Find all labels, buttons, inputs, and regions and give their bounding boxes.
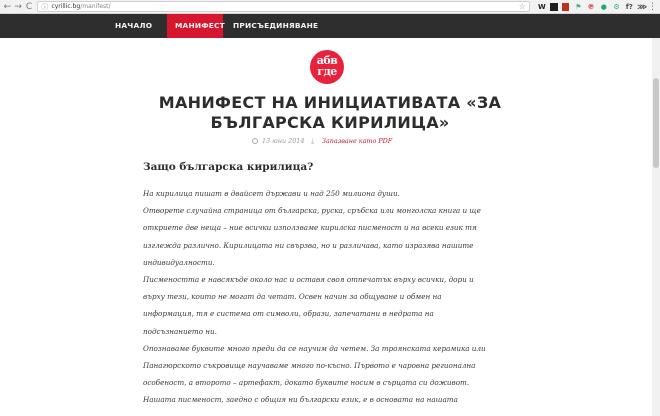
extension-font-icon[interactable]: f? [625, 2, 633, 11]
reload-button[interactable] [24, 1, 35, 13]
browser-menu-icon[interactable]: ⋮ [648, 1, 657, 12]
nav-item-join[interactable]: ПРИСЪЕДИНЯВАНЕ [233, 21, 319, 30]
paragraph-line: подсъзнанието ни. [143, 326, 217, 336]
article-body [143, 160, 523, 408]
url-text [51, 3, 110, 10]
site-logo[interactable] [310, 50, 344, 84]
paragraph-line: индивидуалности. [143, 257, 215, 267]
paragraph-line: Нашата писменост, заедно с общия ни български език, е в основата на нашата [143, 395, 458, 405]
paragraph-line: Опознаваме буквите много преди да се научим да четем. За троянската керамика или [143, 343, 486, 353]
paragraph-line: особеност, а второто – артефакт, докато буквите носим в сърцата си доживот. [143, 378, 470, 388]
bookmark-star-icon[interactable]: ☆ [518, 2, 526, 11]
url-host: cyrillic.bg [51, 3, 81, 10]
nav-item-home[interactable]: НАЧАЛО [115, 21, 153, 30]
download-icon: ⤓ [311, 137, 315, 145]
page-title [150, 93, 510, 133]
extension-arrows-icon[interactable]: ⋙ [637, 2, 648, 11]
page-title-line-2: БЪЛГАРСКА КИРИЛИЦА» [210, 113, 450, 132]
nav-item-manifest[interactable]: МАНИФЕСТ [167, 14, 223, 38]
extension-red-square-icon[interactable] [562, 3, 570, 11]
paragraph-line: информация, тя е система от символи, образи, запечатани в недрата на [143, 309, 434, 319]
site-info-icon[interactable]: ⓘ [41, 2, 49, 11]
extension-flag-icon[interactable]: ⚑ [575, 2, 582, 11]
post-date: 13 юни 2014 [262, 137, 305, 145]
extension-w-icon[interactable]: W [537, 2, 546, 11]
logo-line-2: где [317, 65, 337, 78]
extension-dark-square-icon[interactable] [550, 3, 558, 11]
clock-icon [252, 138, 258, 144]
paragraph-line: изглежда различно. Кирилицата ни свързва, но и различава, като изразява нашите [143, 240, 474, 250]
site-navigation [0, 14, 660, 38]
address-bar[interactable] [37, 1, 530, 12]
extension-pinterest-icon[interactable]: ℗ [587, 2, 595, 11]
paragraph-line: Писмеността е навсякъде около нас и оставя своя отпечатък върху всички, дори и [143, 274, 474, 284]
url-path: /manifest/ [80, 3, 111, 10]
section-heading: Защо българска кирилица? [143, 161, 314, 173]
forward-arrow-icon: → [14, 1, 22, 12]
extension-gear-icon[interactable]: ⚙ [613, 2, 620, 11]
page-scrollbar[interactable] [652, 38, 660, 416]
back-arrow-icon: ← [3, 1, 12, 12]
logo-line-1: абв [316, 54, 338, 67]
browser-toolbar [0, 0, 660, 14]
page-title-line-1: МАНИФЕСТ НА ИНИЦИАТИВАТА «ЗА [158, 93, 502, 112]
paragraph-line: Панагюрското съкровище научаваме много по-късно. Първото е чаровна регионална [143, 360, 476, 370]
paragraph-line: Отворете случайна страница от българска, руска, сръбска или монголска книга и ще [143, 206, 481, 216]
scrollbar-thumb[interactable] [653, 78, 659, 168]
forward-button[interactable] [13, 1, 24, 13]
reload-icon: C [25, 1, 33, 12]
paragraph-line: На кирилица пишат в двайсет държави и над 250 милиона души. [143, 189, 400, 198]
save-as-pdf-link[interactable]: Запазване като PDF [322, 137, 393, 145]
paragraph-line: откриете две неща – ние всички използваме кирилска писменост и на всеки език тя [143, 223, 477, 233]
back-button[interactable] [2, 1, 13, 13]
extension-green-circle-icon[interactable]: ● [600, 2, 607, 11]
paragraph-line: върху тези, които не могат да четат. Освен начин за общуване и обмен на [143, 292, 442, 302]
post-meta [0, 137, 660, 149]
